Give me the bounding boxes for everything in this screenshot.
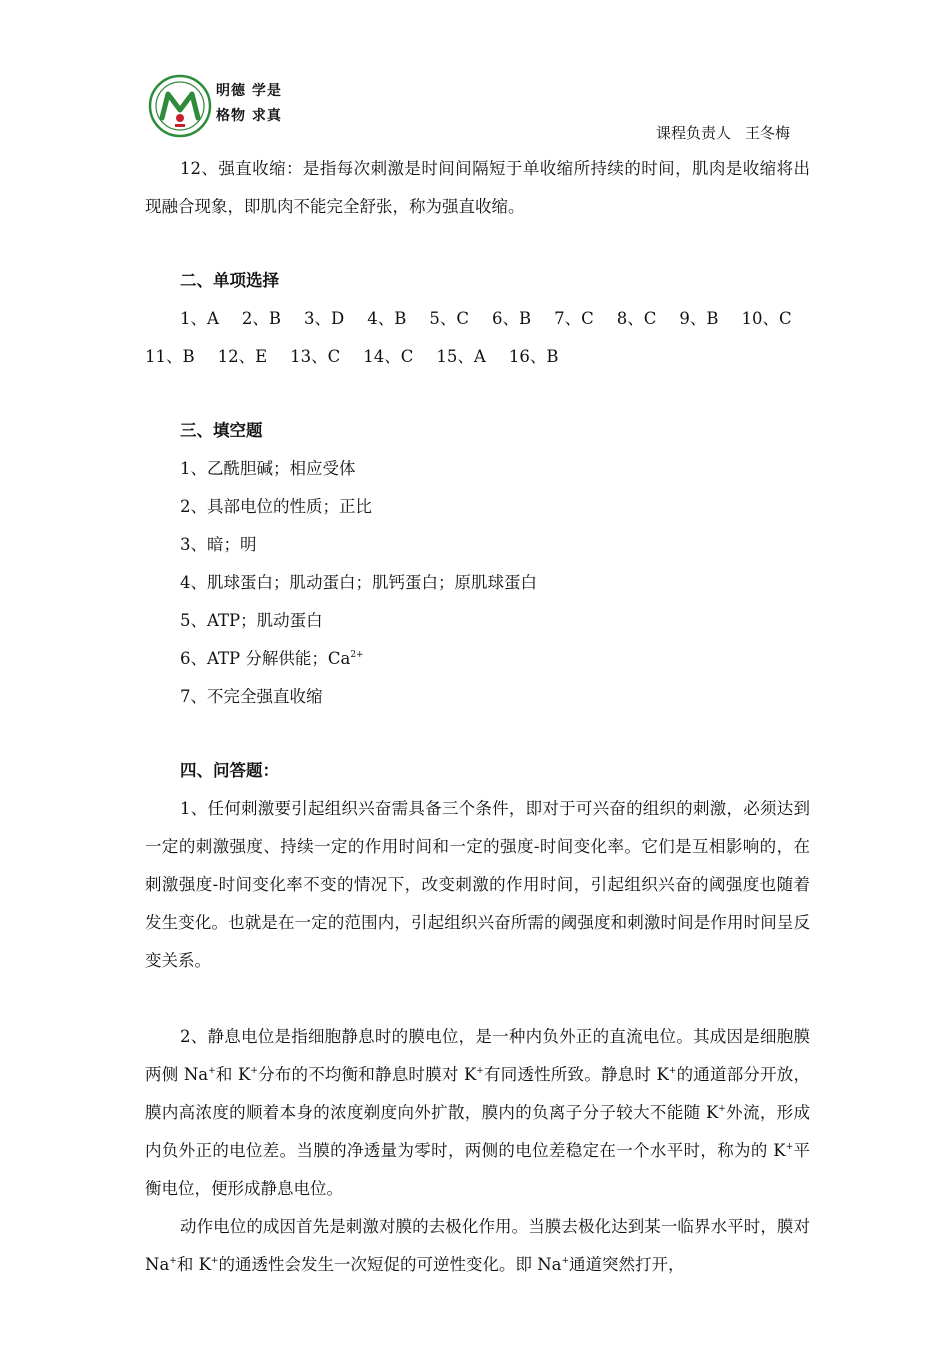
university-logo xyxy=(148,74,212,138)
answer-item: 10、C xyxy=(741,309,792,328)
fill-blank-item: 1、乙酰胆碱；相应受体 xyxy=(180,459,356,478)
motto-line-2: 格物 求真 xyxy=(216,108,282,124)
section-3-heading: 三、填空题 xyxy=(180,421,263,440)
answer-item: 14、C xyxy=(363,347,414,366)
answer-list xyxy=(145,300,810,376)
answer-item: 9、B xyxy=(679,309,719,328)
superscript: + xyxy=(668,1066,677,1076)
answer-item: 7、C xyxy=(554,309,594,328)
answer-item: 5、C xyxy=(429,309,470,328)
motto-line-1: 明德 学是 xyxy=(216,83,282,99)
definition-12: 12、强直收缩：是指每次刺激是时间间隔短于单收缩所持续的时间，肌肉是收缩将出现融合现象，即肌肉不能完全舒张，称为强直收缩。 xyxy=(145,159,810,216)
fill-blank-text: 6、ATP 分解供能；Ca xyxy=(180,649,351,668)
answer-item: 1、A xyxy=(180,309,219,328)
fill-blank-item: 3、暗；明 xyxy=(180,535,257,554)
superscript: + xyxy=(476,1066,484,1076)
fill-blank-item xyxy=(145,640,810,678)
motto xyxy=(216,79,282,129)
document-body xyxy=(145,150,810,1284)
superscript: 2+ xyxy=(350,650,364,660)
answer-item: 4、B xyxy=(367,309,407,328)
course-lead-name: 王冬梅 xyxy=(745,124,791,142)
answer-item: 2、B xyxy=(241,309,282,328)
fill-blank-item: 2、具部电位的性质；正比 xyxy=(180,497,372,516)
superscript: + xyxy=(785,1142,794,1152)
superscript: + xyxy=(718,1104,726,1114)
answer-item: 16、B xyxy=(508,347,559,366)
fill-blank-item: 5、ATP；肌动蛋白 xyxy=(180,611,323,630)
answer-item: 15、A xyxy=(436,347,486,366)
section-2-heading: 二、单项选择 xyxy=(180,271,279,290)
superscript: + xyxy=(169,1256,177,1266)
answer-paragraph-3: 动作电位的成因首先是刺激对膜的去极化作用。当膜去极化达到某一临界水平时，膜对 Na+和 K+的通透性会发生一次短促的可逆性变化。即 Na+通道突然打开， xyxy=(145,1217,810,1274)
answer-item: 8、C xyxy=(616,309,657,328)
superscript: + xyxy=(250,1066,258,1076)
superscript: + xyxy=(208,1066,216,1076)
answer-item: 13、C xyxy=(290,347,341,366)
section-4-heading: 四、问答题： xyxy=(180,761,279,780)
answer-paragraph-2: 2、静息电位是指细胞静息时的膜电位，是一种内负外正的直流电位。其成因是细胞膜两侧 Na+和 K+分布的不均衡和静息时膜对 K+有同透性所致。静息时 K+的通道部分开放，膜内高浓度的顺着本身的浓度剃度向外扩散，膜内的负离子分子较大不能随 K+外流，形成内负外正的电位差。当膜的净透量为零时，两侧的电位差稳定在一个水平时，称为的 K+平衡电位，便形成静息电位。 xyxy=(145,1027,811,1198)
answer-paragraph-1: 1、任何刺激要引起组织兴奋需具备三个条件，即对于可兴奋的组织的刺激，必须达到一定的刺激强度、持续一定的作用时间和一定的强度-时间变化率。它们是互相影响的，在刺激强度-时间变化率不变的情况下，改变刺激的作用时间，引起组织兴奋的阈强度也随着发生变化。也就是在一定的范围内，引起组织兴奋所需的阈强度和刺激时间是作用时间呈反变关系。 xyxy=(145,799,810,970)
course-lead xyxy=(656,122,790,143)
fill-blank-item: 4、肌球蛋白；肌动蛋白；肌钙蛋白；原肌球蛋白 xyxy=(180,573,537,592)
answer-item: 3、D xyxy=(304,309,345,328)
superscript: + xyxy=(561,1256,570,1266)
superscript: + xyxy=(210,1256,219,1266)
answer-item: 11、B xyxy=(145,347,195,366)
fill-blank-item: 7、不完全强直收缩 xyxy=(180,687,323,706)
answer-item: 12、E xyxy=(217,347,268,366)
answer-item: 6、B xyxy=(492,309,532,328)
course-lead-label: 课程负责人 xyxy=(656,124,732,142)
